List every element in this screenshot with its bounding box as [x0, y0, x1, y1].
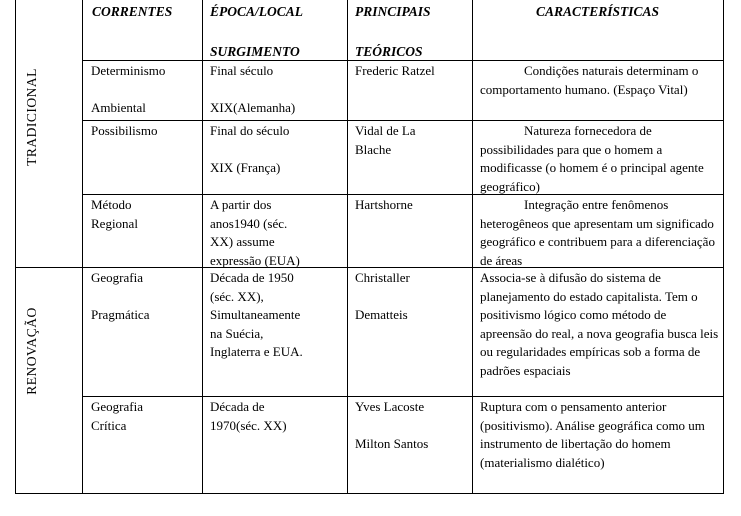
table-cell-caracteristicas: Natureza fornecedora de possibilidades para que o homem a modificasse (o homem é o principal agente geográfico) — [480, 123, 704, 194]
table-cell-epoca: Final século XIX(Alemanha) — [210, 63, 296, 115]
table-cell-caracteristicas: Integração entre fenômenos heterogêneos que apresentam um significado geográfico e contribuem para a diferenciação de áreas — [480, 197, 715, 268]
table-cell-corrente: Determinismo Ambiental — [91, 63, 166, 115]
table-cell-corrente: Método Regional — [91, 197, 138, 231]
table-cell-teoricos: Yves Lacoste Milton Santos — [355, 399, 429, 451]
header-principais-teoricos: PRINCIPAIS TEÓRICOS — [355, 4, 431, 59]
table-cell-epoca: A partir dos anos1940 (séc. XX) assume expressão (EUA) — [210, 197, 300, 268]
table-cell-teoricos: Hartshorne — [355, 197, 413, 212]
table-cell-teoricos: Frederic Ratzel — [355, 63, 435, 78]
header-epoca-local-surgimento: ÉPOCA/LOCAL SURGIMENTO — [210, 4, 304, 59]
table-border-bottom — [15, 493, 724, 494]
table-cell-teoricos: Vidal de La Blache — [355, 123, 416, 157]
table-cell-corrente: Possibilismo — [91, 123, 158, 138]
table-cell-epoca: Década de 1970(séc. XX) — [210, 399, 287, 433]
table-border-right — [723, 0, 724, 494]
table-cell-teoricos: Christaller Dematteis — [355, 270, 410, 322]
table-cell-epoca: Década de 1950 (séc. XX), Simultaneamente na Suécia, Inglaterra e EUA. — [210, 270, 303, 359]
table-cell-corrente: Geografia Pragmática — [91, 270, 150, 322]
column-divider — [82, 0, 83, 494]
group-label-renovacao: RENOVAÇÃO — [24, 307, 39, 395]
row-divider — [82, 120, 724, 121]
column-divider — [472, 0, 473, 494]
table-border-left — [15, 0, 16, 494]
table-cell-corrente: Geografia Crítica — [91, 399, 143, 433]
row-divider — [82, 396, 724, 397]
table-cell-caracteristicas: Ruptura com o pensamento anterior (positivismo). Análise geográfica como um instrumento de libertação do homem (materialismo dialético) — [480, 399, 705, 470]
group-label-tradicional: TRADICIONAL — [24, 68, 39, 166]
header-correntes: CORRENTES — [92, 4, 173, 19]
column-divider — [347, 0, 348, 494]
header-caracteristicas: CARACTERÍSTICAS — [535, 4, 660, 19]
table-cell-epoca: Final do século XIX (França) — [210, 123, 290, 175]
table-cell-caracteristicas: Condições naturais determinam o comportamento humano. (Espaço Vital) — [480, 63, 699, 97]
table-cell-caracteristicas: Associa-se à difusão do sistema de planejamento do estado capitalista. Tem o positivismo lógico como método de apreensão do real, a nova geografia busca leis ou regularidades empíricas sob a forma de padrões espaciais — [480, 270, 719, 378]
column-divider — [202, 0, 203, 494]
